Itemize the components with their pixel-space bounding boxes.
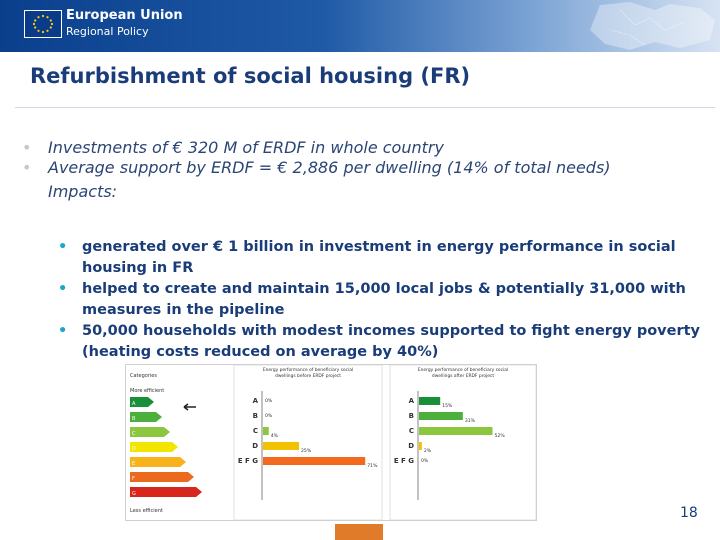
bullet-icon: • (58, 323, 68, 339)
bar (263, 427, 269, 435)
bar (419, 427, 492, 435)
category-label: A (252, 397, 258, 405)
category-label: E F G (237, 457, 258, 465)
impact-item: • generated over € 1 billion in investment in energy performance in social housing in FR (58, 239, 676, 276)
legend-letter: G (132, 491, 136, 497)
category-label: D (252, 442, 258, 450)
legend-categories-label: Categories (130, 373, 157, 379)
category-label: D (408, 442, 414, 450)
impact-item: • helped to create and maintain 15,000 local jobs & potentially 31,000 with measures in the pipeline (58, 281, 686, 318)
category-label: B (252, 412, 258, 420)
bar (263, 442, 299, 450)
chart-title: dwellings before ERDF project (275, 374, 341, 379)
data-label: 71% (367, 464, 378, 469)
legend-letter: B (132, 416, 136, 422)
legend-arrow (130, 442, 178, 452)
chart-title: Energy performance of beneficiary social (417, 368, 509, 373)
bar (419, 442, 422, 450)
energy-performance-figure (126, 365, 536, 520)
legend-letter: F (132, 476, 135, 482)
legend-arrow (130, 457, 186, 467)
slide-title: Refurbishment of social housing (FR) (30, 64, 471, 88)
brand-subtitle: Regional Policy (66, 25, 149, 38)
data-label: 52% (494, 434, 505, 439)
data-label: 31% (464, 419, 476, 424)
main-bullet-list (22, 138, 712, 202)
bullet-item: • Investments of € 320 M of ERDF in whole country (22, 138, 444, 157)
category-label: A (408, 397, 414, 405)
legend-arrow (130, 472, 194, 482)
legend-arrow (130, 427, 170, 437)
chart-title: dwellings after ERDF project (431, 374, 495, 379)
header-band (0, 0, 720, 52)
chart-after (390, 365, 536, 520)
impacts-label: Impacts: (48, 182, 118, 201)
bar (419, 412, 463, 420)
legend-letter: A (132, 401, 136, 407)
chart-before (234, 365, 382, 520)
legend-arrow (130, 487, 202, 497)
eu-flag-logo (24, 10, 62, 38)
energy-figure-svg (126, 365, 536, 520)
data-label: 4% (270, 434, 279, 439)
bullet-item: • Average support by ERDF = € 2,886 per dwelling (14% of total needs) (22, 158, 611, 177)
bullet-icon: • (58, 239, 68, 255)
legend-letter: E (132, 461, 136, 467)
data-label: 25% (301, 449, 312, 454)
category-label: B (408, 412, 414, 420)
brand-title: European Union (66, 8, 183, 23)
bullet-icon: • (58, 281, 68, 297)
page-number: 18 (680, 505, 698, 521)
energy-label-arrows (130, 397, 202, 497)
data-label: 0% (265, 399, 273, 404)
data-label: 2% (423, 449, 432, 454)
category-label: E F G (393, 457, 414, 465)
bullet-icon: • (22, 158, 32, 177)
data-label: 0% (421, 459, 429, 464)
europe-map-graphic (560, 0, 720, 52)
chart-title: Energy performance of beneficiary social (262, 368, 354, 373)
impacts-list (58, 237, 708, 363)
data-label: 15% (442, 404, 453, 409)
data-label: 0% (265, 414, 273, 419)
category-label: C (408, 427, 414, 435)
legend-letter: C (132, 431, 136, 437)
impact-item: • 50,000 households with modest incomes supported to fight energy poverty (heating costs reduced on average by 40%) (58, 323, 700, 360)
orange-tab-decoration (335, 524, 383, 540)
bar (419, 397, 440, 405)
bar (263, 457, 365, 465)
title-divider (15, 107, 715, 108)
legend-more-efficient: More efficient (130, 388, 165, 394)
bullet-icon: • (22, 138, 32, 157)
category-label: C (252, 427, 258, 435)
legend-less-efficient: Less efficient (130, 508, 163, 514)
legend-letter: D (132, 446, 136, 452)
arrow-icon (184, 404, 196, 410)
